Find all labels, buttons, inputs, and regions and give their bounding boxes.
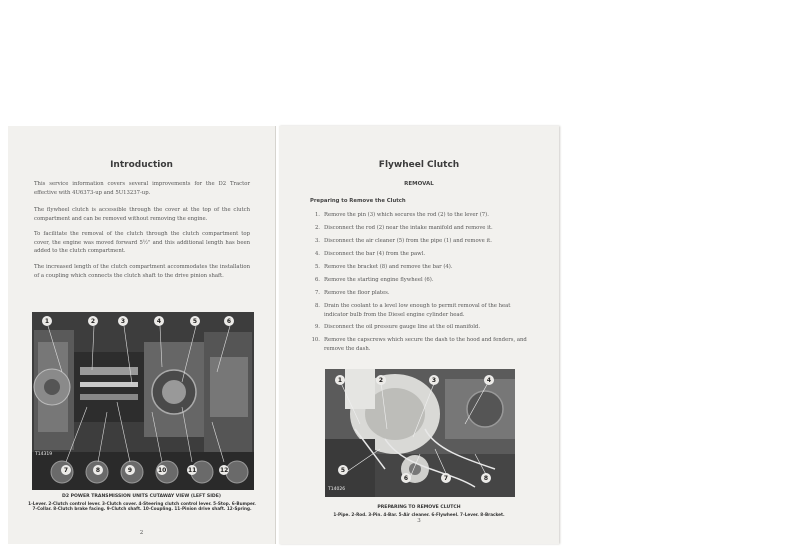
step-text: Remove the floor plates. bbox=[324, 290, 390, 296]
step-text: Remove the capscrews which secure the dash to the hood and fenders, and remove the dash. bbox=[324, 337, 527, 352]
callout-8: 8 bbox=[481, 473, 491, 483]
intro-paragraph-3: To facilitate the removal of the clutch through the clutch compartment top cover, the engine was moved forward 5½" and this additional length has been added to the clutch compartment. bbox=[34, 231, 250, 255]
intro-paragraph-2: The flywheel clutch is accessible through the cover at the top of the clutch compartment and can be removed without removing the engine. bbox=[34, 207, 250, 222]
callout-6: 6 bbox=[224, 316, 234, 326]
step-number: 5. bbox=[314, 264, 320, 270]
callout-5: 5 bbox=[338, 465, 348, 475]
callout-4: 4 bbox=[484, 375, 494, 385]
callout-2: 2 bbox=[376, 375, 386, 385]
step-number: 8. bbox=[314, 303, 320, 309]
figure-caption-title: D2 POWER TRANSMISSION UNITS CUTAWAY VIEW (LEFT SIDE) bbox=[62, 494, 221, 499]
figure-caption-text: 1-Pipe. 2-Rod. 3-Pin. 4-Bar. 5-Air cleaner. 6-Flywheel. 7-Lever. 8-Bracket. bbox=[333, 512, 505, 517]
step-item bbox=[310, 323, 535, 332]
figure-caption-title: PREPARING TO REMOVE CLUTCH bbox=[377, 505, 461, 510]
step-item bbox=[310, 211, 535, 220]
callout-9: 9 bbox=[125, 465, 135, 475]
section-subtitle: REMOVAL bbox=[404, 181, 434, 187]
section-heading: Preparing to Remove the Clutch bbox=[310, 198, 406, 204]
step-number: 2. bbox=[314, 225, 320, 231]
step-text: Disconnect the bar (4) from the pawl. bbox=[324, 251, 426, 257]
callout-2: 2 bbox=[88, 316, 98, 326]
right-page bbox=[279, 126, 559, 544]
step-text: Remove the starting engine flywheel (6). bbox=[324, 277, 434, 283]
callout-7: 7 bbox=[61, 465, 71, 475]
callout-1: 1 bbox=[42, 316, 52, 326]
step-text: Remove the bracket (8) and remove the bar (4). bbox=[324, 264, 453, 270]
step-number: 3. bbox=[314, 238, 320, 244]
left-page bbox=[8, 126, 276, 544]
intro-paragraph-4: The increased length of the clutch compartment accommodates the installation of a coupling which connects the clutch shaft to the drive pinion shaft. bbox=[34, 264, 250, 279]
callout-11: 11 bbox=[188, 467, 197, 474]
callout-3: 3 bbox=[429, 375, 439, 385]
step-item bbox=[310, 336, 535, 353]
step-item bbox=[310, 250, 535, 259]
page-number: 3 bbox=[417, 518, 421, 524]
step-item bbox=[310, 302, 535, 319]
step-text: Disconnect the rod (2) near the intake manifold and remove it. bbox=[324, 225, 493, 231]
cutaway-photo bbox=[32, 312, 254, 490]
step-text: Drain the coolant to a level low enough to permit removal of the heat indicator bulb from the Diesel engine cylinder head. bbox=[324, 303, 511, 318]
page-title: Introduction bbox=[110, 160, 173, 170]
step-item bbox=[310, 289, 535, 298]
step-item bbox=[310, 224, 535, 233]
callout-3: 3 bbox=[118, 316, 128, 326]
engine-photo bbox=[325, 369, 515, 497]
step-number: 9. bbox=[314, 324, 320, 330]
photo-id: T14026 bbox=[328, 487, 346, 492]
step-item bbox=[310, 237, 535, 246]
callout-10: 10 bbox=[158, 467, 167, 474]
callout-6: 6 bbox=[401, 473, 411, 483]
step-number: 10. bbox=[311, 337, 320, 343]
callout-12: 12 bbox=[220, 467, 229, 474]
step-number: 7. bbox=[314, 290, 320, 296]
step-text: Disconnect the air cleaner (5) from the pipe (1) and remove it. bbox=[324, 238, 492, 244]
step-item bbox=[310, 276, 535, 285]
photo-id: T14319 bbox=[35, 452, 53, 457]
intro-paragraph-1: This service information covers several improvements for the D2 Tractor effective with 4U6373-up and 5U13237-up. bbox=[34, 181, 250, 196]
step-number: 1. bbox=[314, 212, 320, 218]
callout-1: 1 bbox=[335, 375, 345, 385]
callout-7: 7 bbox=[441, 473, 451, 483]
step-text: Remove the pin (3) which secures the rod (2) to the lever (7). bbox=[324, 212, 489, 218]
figure-caption-text: 1-Lever. 2-Clutch control lever. 3-Clutch cover. 4-Steering clutch control lever. 5-Stop. 6-Bumper. 7-Collar. 8-Clutch brake facing. 9-Clutch shaft. 10-Coupling. 11-Pinion drive shaft. 12-Spring. bbox=[28, 501, 256, 512]
step-number: 6. bbox=[314, 277, 320, 283]
step-text: Disconnect the oil pressure gauge line at the oil manifold. bbox=[324, 324, 481, 330]
step-number: 4. bbox=[314, 251, 320, 257]
callout-5: 5 bbox=[190, 316, 200, 326]
cutaway-illustration bbox=[32, 312, 254, 490]
page-title: Flywheel Clutch bbox=[378, 160, 460, 170]
callout-4: 4 bbox=[154, 316, 164, 326]
page-number: 2 bbox=[139, 530, 144, 536]
step-item bbox=[310, 263, 535, 272]
callout-8: 8 bbox=[93, 465, 103, 475]
